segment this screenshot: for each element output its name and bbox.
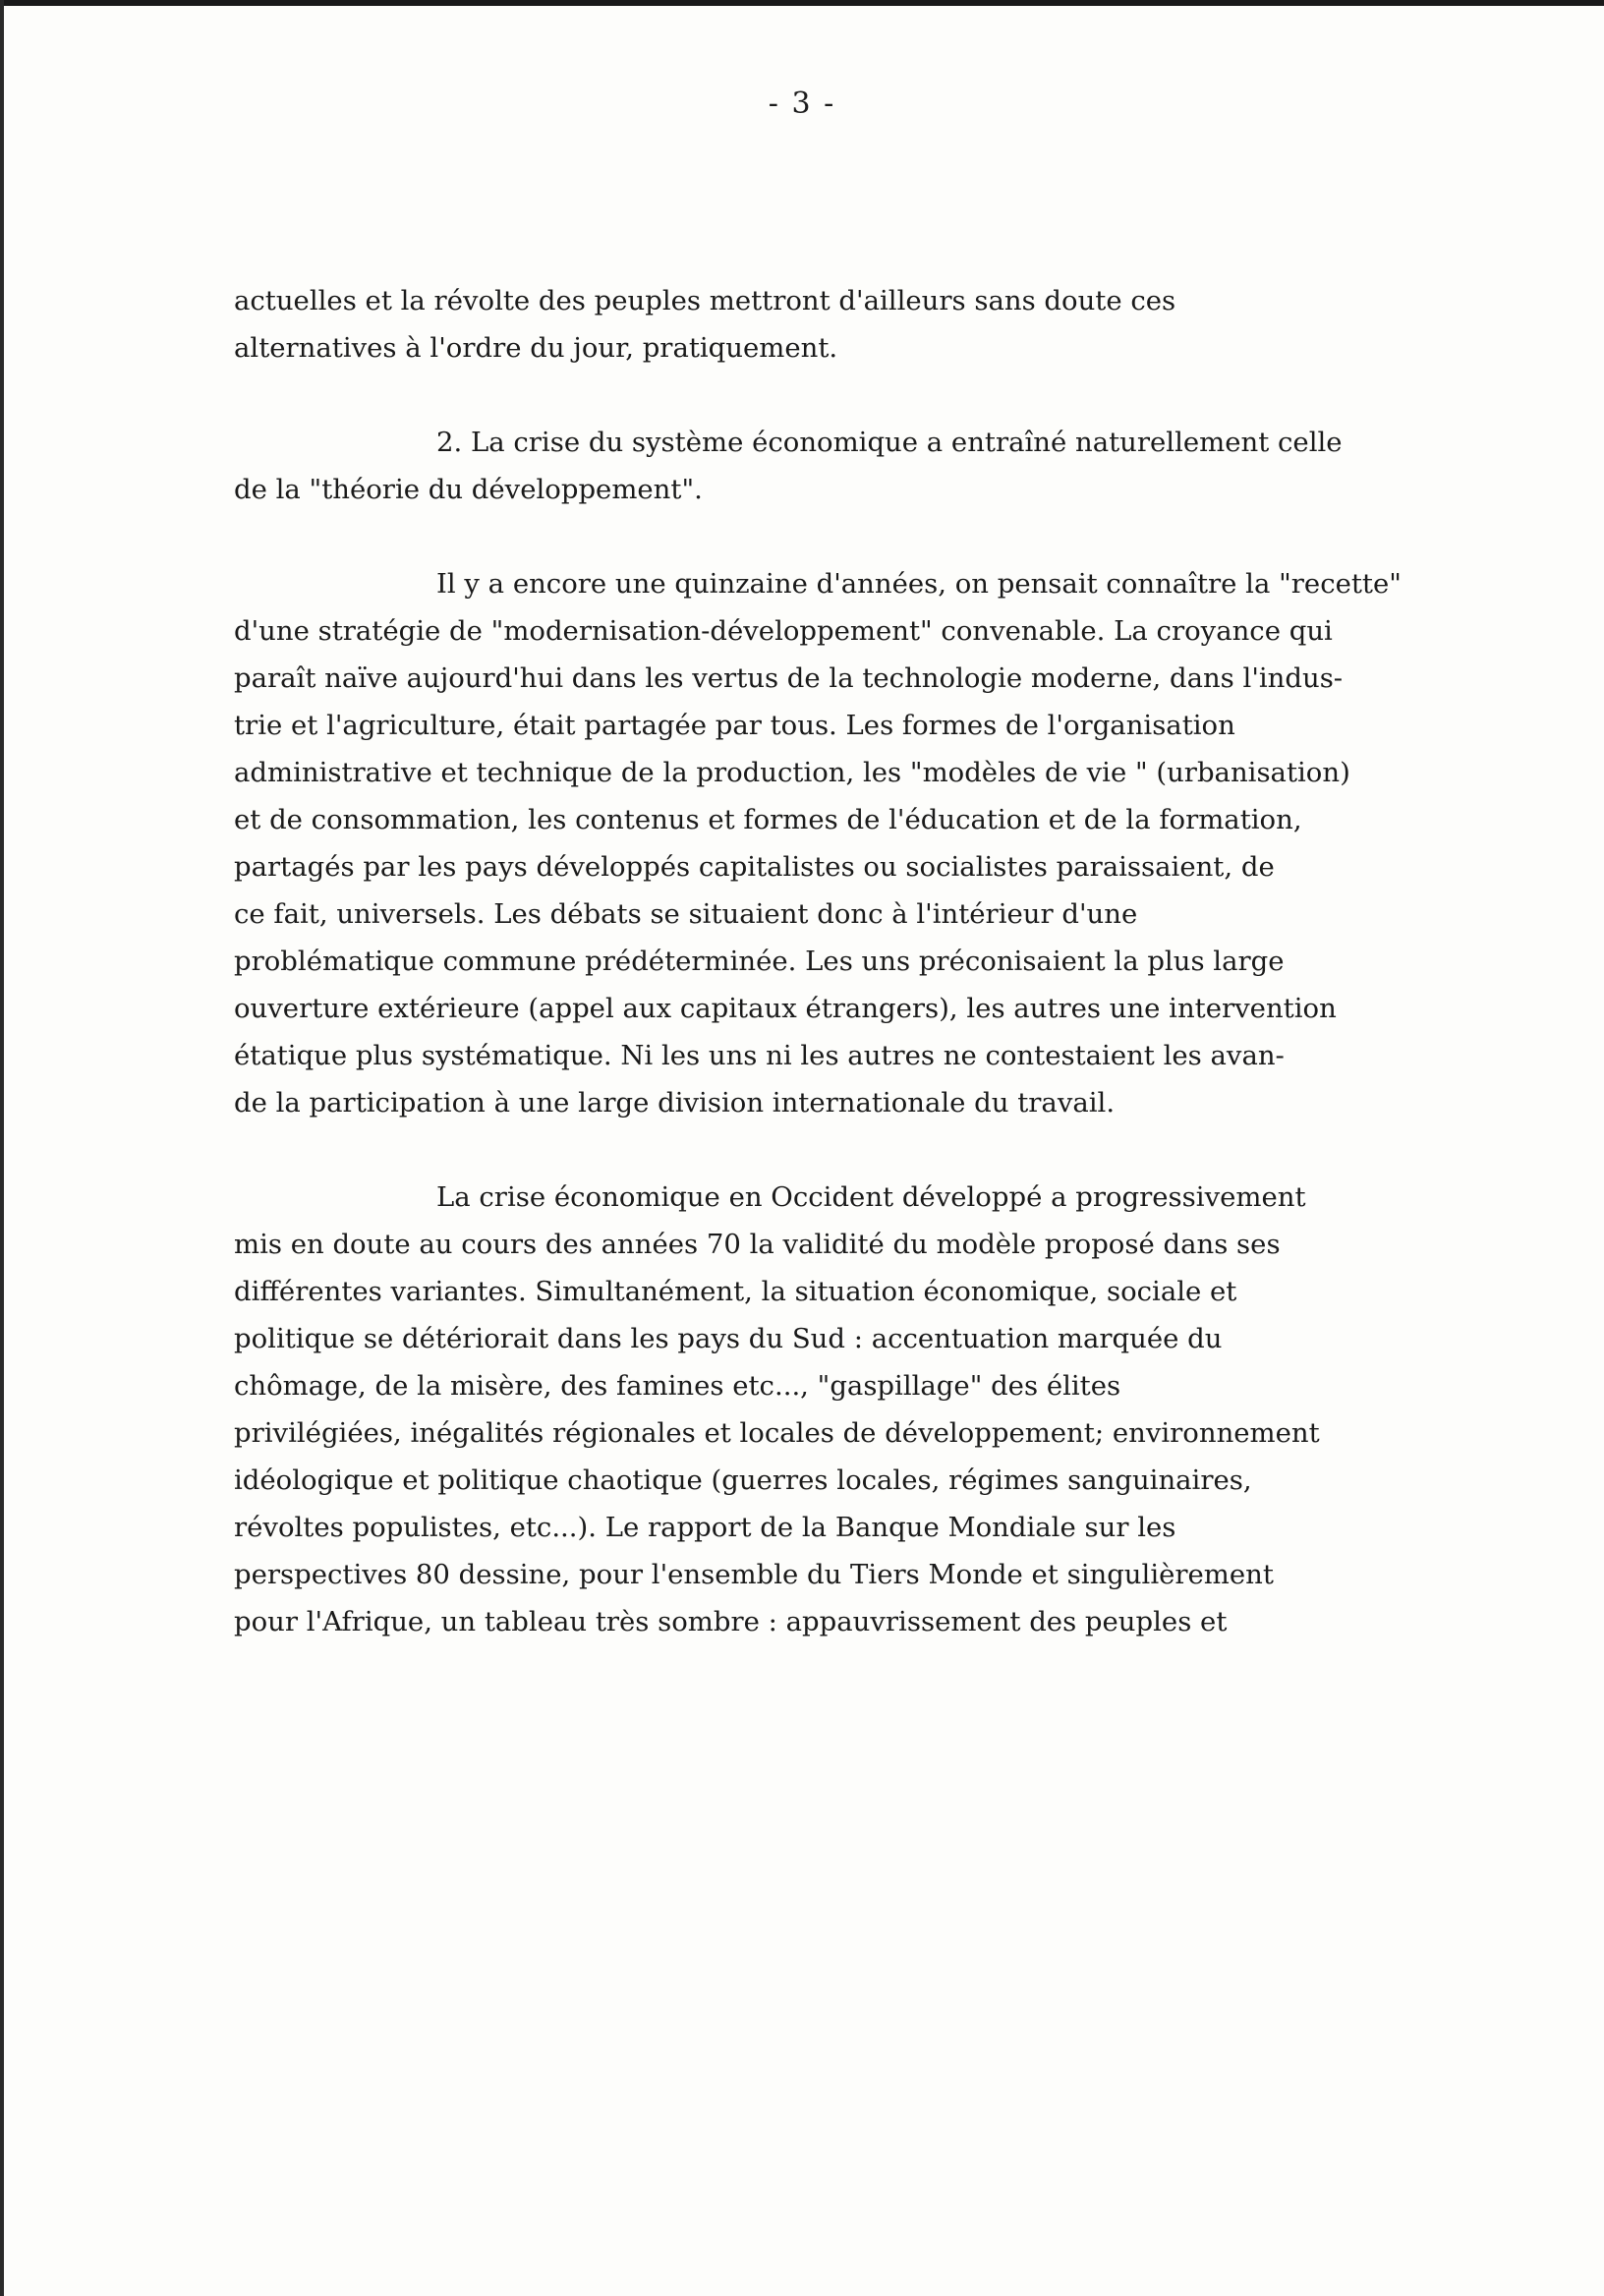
text-line: paraît naïve aujourd'hui dans les vertus de la technologie moderne, dans l'indus- [234,662,1344,694]
text-line: pour l'Afrique, un tableau très sombre : appauvrissement des peuples et [234,1606,1228,1637]
text-line: politique se détériorait dans les pays du Sud : accentuation marquée du [234,1323,1223,1354]
text-line: perspectives 80 dessine, pour l'ensemble du Tiers Monde et singulièrement [234,1559,1274,1590]
page-number: - 3 - [768,86,836,121]
text-line: administrative et technique de la production, les "modèles de vie " (urbanisation) [234,757,1350,788]
text-line: d'une stratégie de "modernisation-développement" convenable. La croyance qui [234,615,1333,647]
text-line: de la participation à une large division internationale du travail. [234,1087,1116,1119]
text-line: partagés par les pays développés capitalistes ou socialistes paraissaient, de [234,851,1275,883]
text-line: alternatives à l'ordre du jour, pratiquement. [234,332,838,364]
body-text [234,277,1590,1645]
text-line: Il y a encore une quinzaine d'années, on pensait connaître la "recette" [436,568,1402,600]
text-line: et de consommation, les contenus et formes de l'éducation et de la formation, [234,804,1302,835]
text-line: idéologique et politique chaotique (guerres locales, régimes sanguinaires, [234,1464,1252,1496]
text-line: chômage, de la misère, des famines etc..., "gaspillage" des élites [234,1370,1121,1402]
text-line: privilégiées, inégalités régionales et locales de développement; environnement [234,1417,1320,1449]
paragraph-gap [234,1126,1590,1174]
text-line: problématique commune prédéterminée. Les uns préconisaient la plus large [234,946,1285,977]
text-line: différentes variantes. Simultanément, la situation économique, sociale et [234,1276,1237,1307]
text-line: actuelles et la révolte des peuples mettront d'ailleurs sans doute ces [234,285,1176,316]
text-line: étatique plus systématique. Ni les uns ni les autres ne contestaient les avan- [234,1040,1285,1071]
text-line: révoltes populistes, etc...). Le rapport de la Banque Mondiale sur les [234,1512,1176,1543]
paragraph-gap [234,372,1590,419]
paragraph-gap [234,513,1590,560]
text-line: ouverture extérieure (appel aux capitaux étrangers), les autres une intervention [234,993,1337,1024]
text-line: 2. La crise du système économique a entraîné naturellement celle [436,427,1343,458]
text-line: ce fait, universels. Les débats se situaient donc à l'intérieur d'une [234,898,1138,930]
text-line: de la "théorie du développement". [234,474,703,505]
text-line: trie et l'agriculture, était partagée par tous. Les formes de l'organisation [234,710,1235,741]
text-line: La crise économique en Occident développé a progressivement [436,1181,1306,1213]
scan-edge-top [0,0,1604,6]
text-line: mis en doute au cours des années 70 la validité du modèle proposé dans ses [234,1229,1281,1260]
scan-edge-left [0,0,4,2296]
